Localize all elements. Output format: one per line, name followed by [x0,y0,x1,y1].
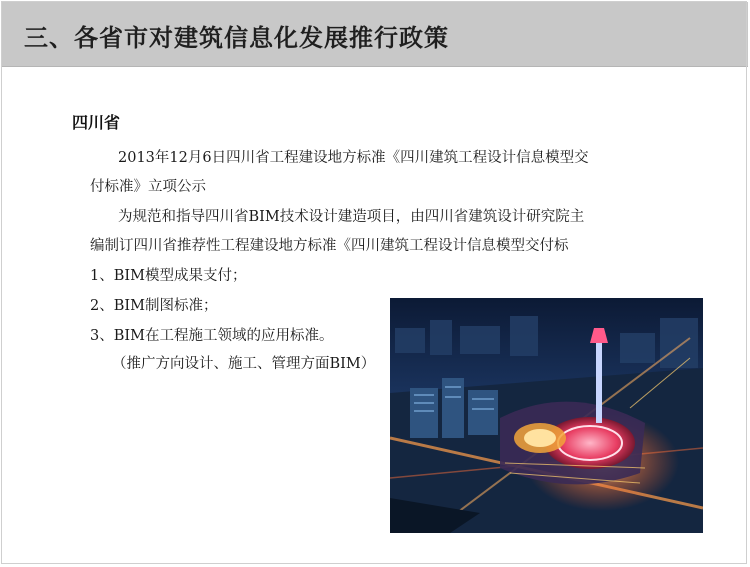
list-item-1: 1、BIM模型成果支付； [90,268,247,284]
list-item-2: 2、BIM制图标准； [90,298,218,314]
body-line-4: 编制订四川省推荐性工程建设地方标准《四川建筑工程设计信息模型交付标 [90,238,569,254]
note-line: （推广方向设计、施工、管理方面BIM） [112,356,376,372]
section-heading: 四川省 [72,113,121,132]
slide-title: 三、各省市对建筑信息化发展推行政策 [24,24,449,52]
body-line-1: 2013年12月6日四川省工程建设地方标准《四川建筑工程设计信息模型交 [118,150,589,166]
body-line-2: 付标准》立项公示 [90,179,206,195]
title-bar [2,2,748,67]
list-item-3: 3、BIM在工程施工领域的应用标准。 [90,328,334,344]
city-rendering-image [390,298,703,533]
body-line-3: 为规范和指导四川省BIM技术设计建造项目，由四川省建筑设计研究院主 [118,209,585,225]
